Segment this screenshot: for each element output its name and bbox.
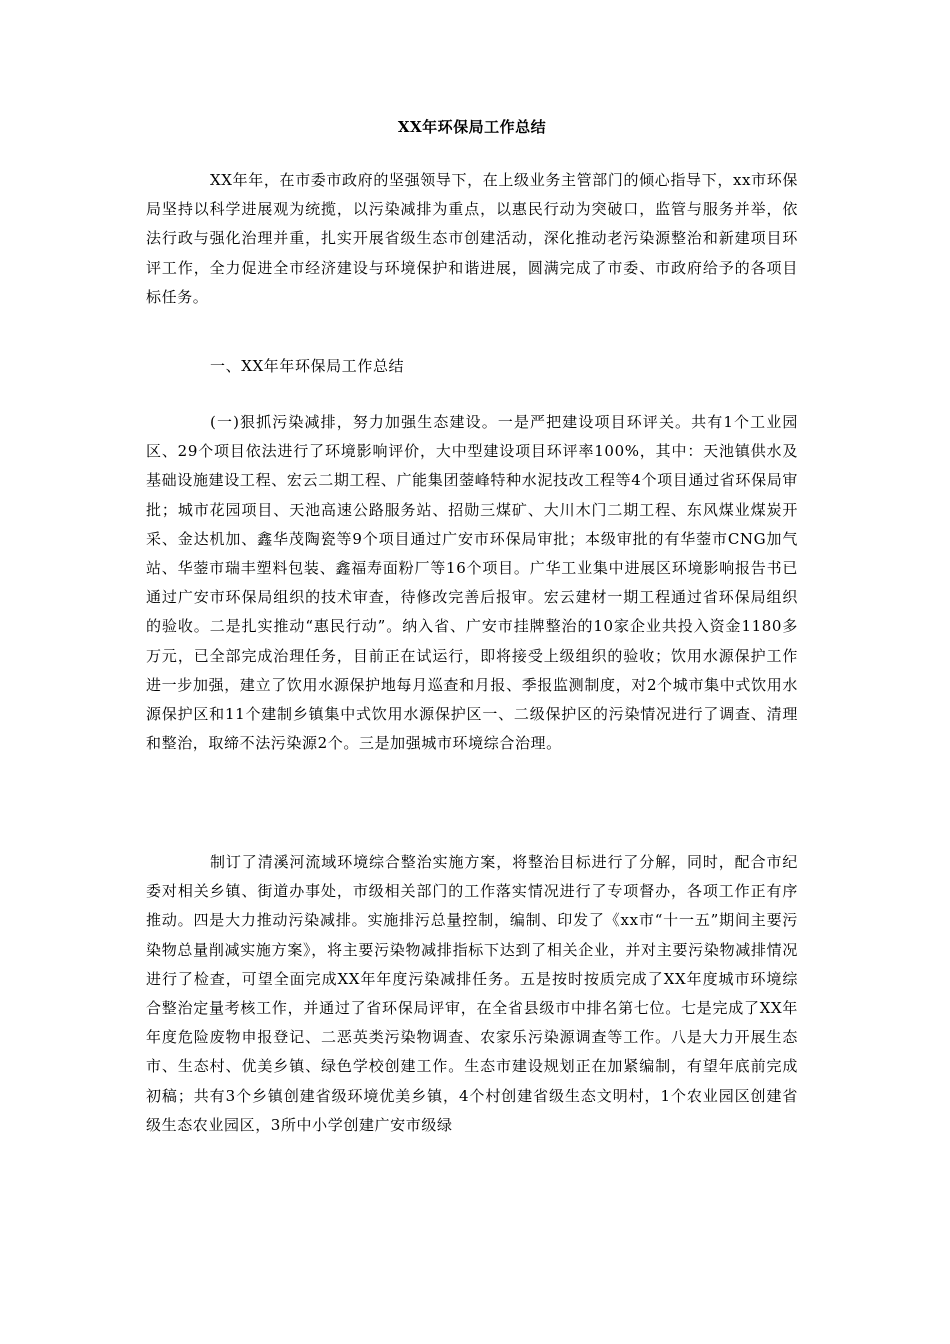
paragraph-intro: XX年年，在市委市政府的坚强领导下，在上级业务主管部门的倾心指导下，xx市环保局坚持以科学进展观为统揽，以污染减排为重点，以惠民行动为突破口，监管与服务并举，依法行政与强化治理并重，扎实开展省级生态市创建活动，深化推动老污染源整治和新建项目环评工作，全力促进全市经济建设与环境保护和谐进展，圆满完成了市委、市政府给予的各项目标任务。 (146, 171, 798, 306)
paragraph-pollution-reduction: (一)狠抓污染减排，努力加强生态建设。一是严把建设项目环评关。共有1个工业园区、29个项目依法进行了环境影响评价，大中型建设项目环评率100%，其中：天池镇供水及基础设施建设工程、宏云二期工程、广能集团蓥峰特种水泥技改工程等4个项目通过省环保局审批；城市花园项目、天池高速公路服务站、招勋三煤矿、大川木门二期工程、东风煤业煤炭开采、金达机加、鑫华茂陶瓷等9个项目通过广安市环保局审批；本级审批的有华蓥市CNG加气站、华蓥市瑞丰塑料包装、鑫福寿面粉厂等16个项目。广华工业集中进展区环境影响报告书已通过广安市环保局组织的技术审查，待修改完善后报审。宏云建材一期工程通过省环保局组织的验收。二是扎实推动“惠民行动”。纳入省、广安市挂牌整治的10家企业共投入资金1180多万元，已全部完成治理任务，目前正在试运行，即将接受上级组织的验收；饮用水源保护工作进一步加强，建立了饮用水源保护地每月巡查和月报、季报监测制度，对2个城市集中式饮用水源保护区和11个建制乡镇集中式饮用水源保护区一、二级保护区的污染情况进行了调查、清理和整治，取缔不法污染源2个。三是加强城市环境综合治理。 (146, 413, 798, 753)
section-heading: 一、XX年年环保局工作总结 (210, 357, 405, 375)
paragraph-river-remediation: 制订了清溪河流域环境综合整治实施方案，将整治目标进行了分解，同时，配合市纪委对相关乡镇、街道办事处，市级相关部门的工作落实情况进行了专项督办，各项工作正有序推动。四是大力推动污染减排。实施排污总量控制，编制、印发了《xx市“十一五”期间主要污染物总量削减实施方案》，将主要污染物减排指标下达到了相关企业，并对主要污染物减排情况进行了检查，可望全面完成XX年年度污染减排任务。五是按时按质完成了XX年度城市环境综合整治定量考核工作，并通过了省环保局评审，在全省县级市中排名第七位。七是完成了XX年年度危险废物申报登记、二恶英类污染物调查、农家乐污染源调查等工作。八是大力开展生态市、生态村、优美乡镇、绿色学校创建工作。生态市建设规划正在加紧编制，有望年底前完成初稿；共有3个乡镇创建省级环境优美乡镇，4个村创建省级生态文明村，1个农业园区创建省级生态农业园区，3所中小学创建广安市级绿 (146, 853, 798, 1134)
document-title: XX年环保局工作总结 (397, 118, 547, 136)
